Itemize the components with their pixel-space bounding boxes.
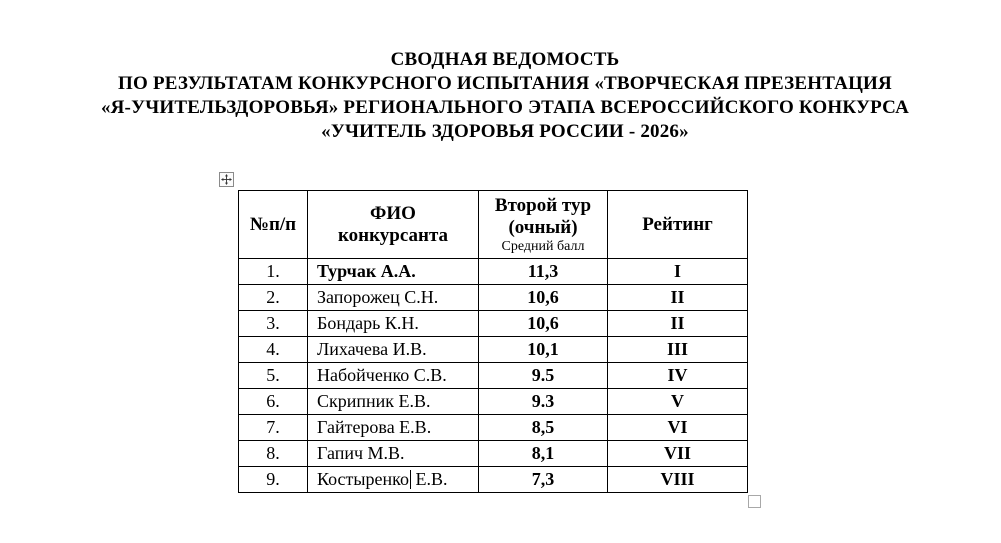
cell-name[interactable]: Гапич М.В. bbox=[308, 441, 479, 467]
cell-rating[interactable]: III bbox=[608, 337, 748, 363]
cell-rating[interactable]: VII bbox=[608, 441, 748, 467]
cell-name[interactable]: Набойченко С.В. bbox=[308, 363, 479, 389]
table-row bbox=[239, 285, 748, 311]
cell-num[interactable]: 5. bbox=[239, 363, 308, 389]
header-name[interactable] bbox=[308, 191, 479, 259]
cell-name[interactable]: Запорожец С.Н. bbox=[308, 285, 479, 311]
table-row bbox=[239, 389, 748, 415]
table-resize-handle[interactable] bbox=[748, 495, 761, 508]
cell-num[interactable]: 4. bbox=[239, 337, 308, 363]
table-row bbox=[239, 363, 748, 389]
cell-rating[interactable]: II bbox=[608, 311, 748, 337]
title-line-1[interactable]: СВОДНАЯ ВЕДОМОСТЬ bbox=[390, 49, 620, 70]
cell-name[interactable] bbox=[308, 467, 479, 493]
cell-score[interactable]: 9.5 bbox=[479, 363, 608, 389]
table-move-handle[interactable] bbox=[219, 172, 234, 187]
header-round-line1: Второй тур bbox=[494, 194, 592, 216]
title-line-2[interactable]: ПО РЕЗУЛЬТАТАМ КОНКУРСНОГО ИСПЫТАНИЯ «ТВОРЧЕСКАЯ ПРЕЗЕНТАЦИЯ bbox=[118, 73, 892, 94]
cell-rating[interactable]: VI bbox=[608, 415, 748, 441]
document-title bbox=[25, 48, 985, 144]
table-row bbox=[239, 311, 748, 337]
table-row bbox=[239, 441, 748, 467]
cell-num[interactable]: 6. bbox=[239, 389, 308, 415]
cell-name[interactable]: Турчак А.А. bbox=[308, 259, 479, 285]
cell-rating[interactable]: II bbox=[608, 285, 748, 311]
cell-score[interactable]: 7,3 bbox=[479, 467, 608, 493]
title-line-4[interactable]: «УЧИТЕЛЬ ЗДОРОВЬЯ РОССИИ - 2026» bbox=[321, 121, 689, 142]
header-round-line2: (очный) bbox=[508, 216, 578, 238]
header-round[interactable] bbox=[479, 191, 608, 259]
cell-score[interactable]: 11,3 bbox=[479, 259, 608, 285]
cell-num[interactable]: 7. bbox=[239, 415, 308, 441]
move-arrows-icon bbox=[221, 174, 232, 185]
table-row bbox=[239, 337, 748, 363]
cell-rating[interactable]: V bbox=[608, 389, 748, 415]
cell-name-part2: Е.В. bbox=[415, 469, 448, 489]
header-rating[interactable]: Рейтинг bbox=[608, 191, 748, 259]
table-row bbox=[239, 467, 748, 493]
cell-score[interactable]: 10,1 bbox=[479, 337, 608, 363]
cell-num[interactable]: 3. bbox=[239, 311, 308, 337]
cell-name[interactable]: Бондарь К.Н. bbox=[308, 311, 479, 337]
header-num[interactable]: №п/п bbox=[239, 191, 308, 259]
cell-name[interactable]: Гайтерова Е.В. bbox=[308, 415, 479, 441]
cell-score[interactable]: 8,1 bbox=[479, 441, 608, 467]
cell-score[interactable]: 10,6 bbox=[479, 311, 608, 337]
cell-num[interactable]: 2. bbox=[239, 285, 308, 311]
cell-rating[interactable]: I bbox=[608, 259, 748, 285]
cell-rating[interactable]: VIII bbox=[608, 467, 748, 493]
cell-score[interactable]: 10,6 bbox=[479, 285, 608, 311]
cell-num[interactable]: 9. bbox=[239, 467, 308, 493]
cell-score[interactable]: 9.3 bbox=[479, 389, 608, 415]
table-row bbox=[239, 415, 748, 441]
results-table-container bbox=[238, 190, 748, 493]
title-line-3[interactable]: «Я-УЧИТЕЛЬЗДОРОВЬЯ» РЕГИОНАЛЬНОГО ЭТАПА ВСЕРОССИЙСКОГО КОНКУРСА bbox=[100, 97, 910, 118]
cell-rating[interactable]: IV bbox=[608, 363, 748, 389]
results-table bbox=[238, 190, 748, 493]
table-row bbox=[239, 259, 748, 285]
cell-num[interactable]: 8. bbox=[239, 441, 308, 467]
header-name-line1: ФИО bbox=[370, 202, 416, 224]
header-name-line2: конкурсанта bbox=[337, 224, 449, 246]
header-round-sub: Средний балл bbox=[501, 238, 585, 254]
text-cursor bbox=[410, 470, 412, 489]
cell-name-part1: Костыренко bbox=[317, 469, 409, 489]
cell-score[interactable]: 8,5 bbox=[479, 415, 608, 441]
cell-num[interactable]: 1. bbox=[239, 259, 308, 285]
cell-name[interactable]: Лихачева И.В. bbox=[308, 337, 479, 363]
header-row bbox=[239, 191, 748, 259]
cell-name[interactable]: Скрипник Е.В. bbox=[308, 389, 479, 415]
